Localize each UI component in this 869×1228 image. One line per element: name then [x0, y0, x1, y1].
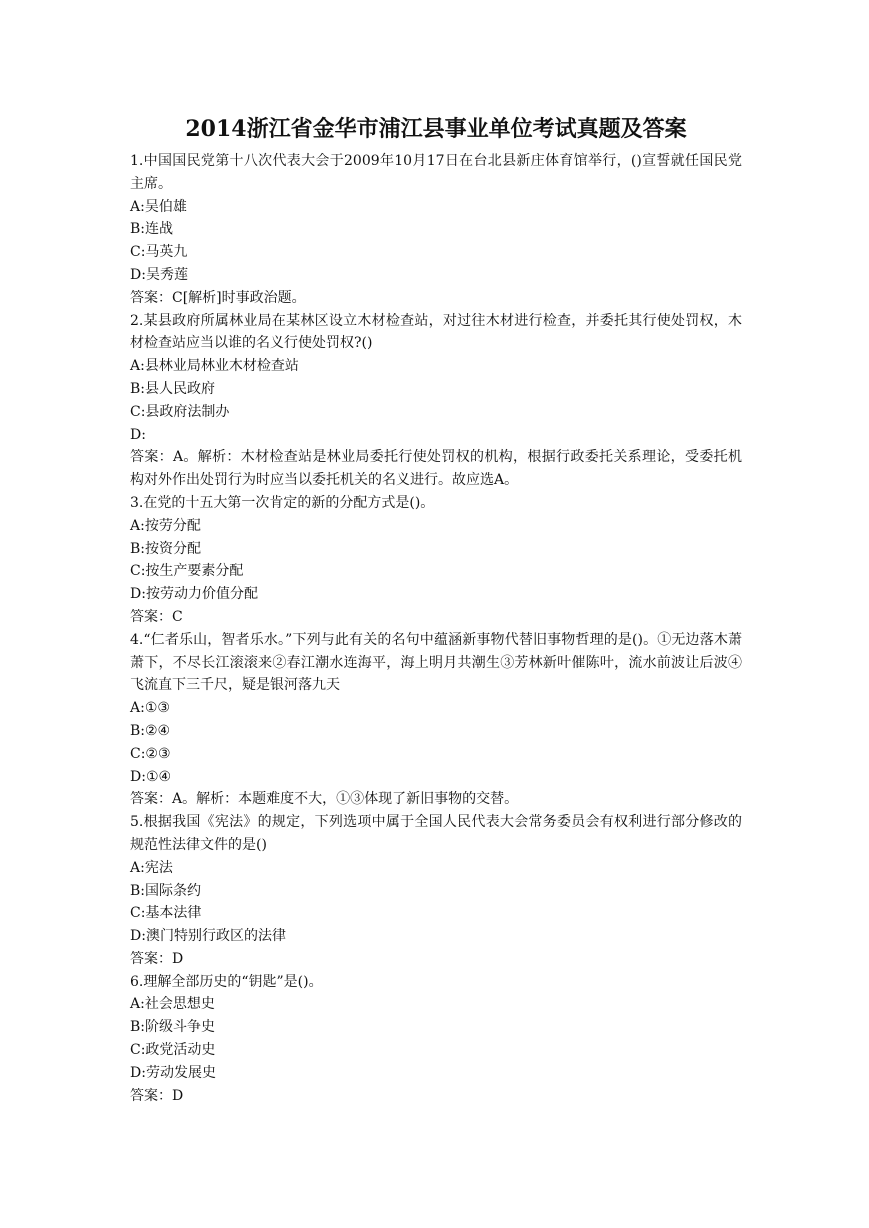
option-c: C:马英九 — [130, 244, 188, 261]
answer: 答案：A。解析：木材检查站是林业局委托行使处罚权的机构，根据行政委托关系理论，受委托机构对外作出处罚行为时应当以委托机关的名义进行。故应选A。 — [130, 449, 742, 489]
option-a: A:县林业局林业木材检查站 — [130, 358, 299, 375]
option-d: D: — [130, 426, 146, 443]
question-1 — [130, 150, 742, 310]
option-c: C:②③ — [130, 745, 171, 762]
answer: 答案：C[解析]时事政治题。 — [130, 289, 306, 306]
option-a: A:社会思想史 — [130, 996, 215, 1013]
option-b: B:②④ — [130, 722, 171, 739]
option-b: B:按资分配 — [130, 540, 202, 557]
option-a: A:①③ — [130, 700, 170, 717]
question-5 — [130, 811, 742, 971]
question-2 — [130, 310, 742, 492]
option-d: D:吴秀莲 — [130, 266, 188, 283]
question-stem: 2.某县政府所属林业局在某林区设立木材检查站，对过往木材进行检查，并委托其行使处罚权，木材检查站应当以谁的名义行使处罚权?() — [130, 312, 742, 352]
answer: 答案：D — [130, 1087, 184, 1104]
option-c: C:按生产要素分配 — [130, 563, 244, 580]
option-b: B:县人民政府 — [130, 380, 216, 397]
answer: 答案：A。解析：本题难度不大，①③体现了新旧事物的交替。 — [130, 791, 519, 808]
question-3 — [130, 492, 742, 629]
option-a: A:按劳分配 — [130, 517, 201, 534]
question-4 — [130, 629, 742, 811]
question-stem: 1.中国国民党第十八次代表大会于2009年10月17日在台北县新庄体育馆举行，()宣誓就任国民党主席。 — [130, 153, 742, 192]
option-a: A:吴伯雄 — [130, 198, 187, 215]
option-c: C:基本法律 — [130, 905, 202, 922]
option-d: D:劳动发展史 — [130, 1064, 216, 1081]
option-c: C:政党活动史 — [130, 1042, 216, 1059]
option-b: B:阶级斗争史 — [130, 1019, 216, 1036]
option-d: D:按劳动力价值分配 — [130, 586, 258, 603]
question-stem: 4.“仁者乐山，智者乐水。”下列与此有关的名句中蕴涵新事物代替旧事物哲理的是()。①无边落木萧萧下，不尽长江滚滚来②春江潮水连海平，海上明月共潮生③芳林新叶催陈叶，流水前波让后波④飞流直下三千尺，疑是银河落九天 — [130, 631, 742, 694]
question-stem: 6.理解全部历史的“钥匙”是()。 — [130, 973, 323, 990]
option-d: D:①④ — [130, 768, 172, 785]
answer: 答案：D — [130, 950, 184, 967]
option-b: B:连战 — [130, 221, 174, 238]
question-stem: 3.在党的十五大第一次肯定的新的分配方式是()。 — [130, 494, 435, 511]
question-stem: 5.根据我国《宪法》的规定，下列选项中属于全国人民代表大会常务委员会有权利进行部分修改的规范性法律文件的是() — [130, 814, 742, 853]
option-c: C:县政府法制办 — [130, 403, 230, 420]
option-a: A:宪法 — [130, 859, 173, 876]
document-title: 2014浙江省金华市浦江县事业单位考试真题及答案 — [185, 116, 687, 142]
document-page — [130, 112, 742, 1107]
answer: 答案：C — [130, 608, 183, 625]
option-d: D:澳门特别行政区的法律 — [130, 928, 286, 945]
question-6 — [130, 971, 742, 1108]
option-b: B:国际条约 — [130, 882, 202, 899]
